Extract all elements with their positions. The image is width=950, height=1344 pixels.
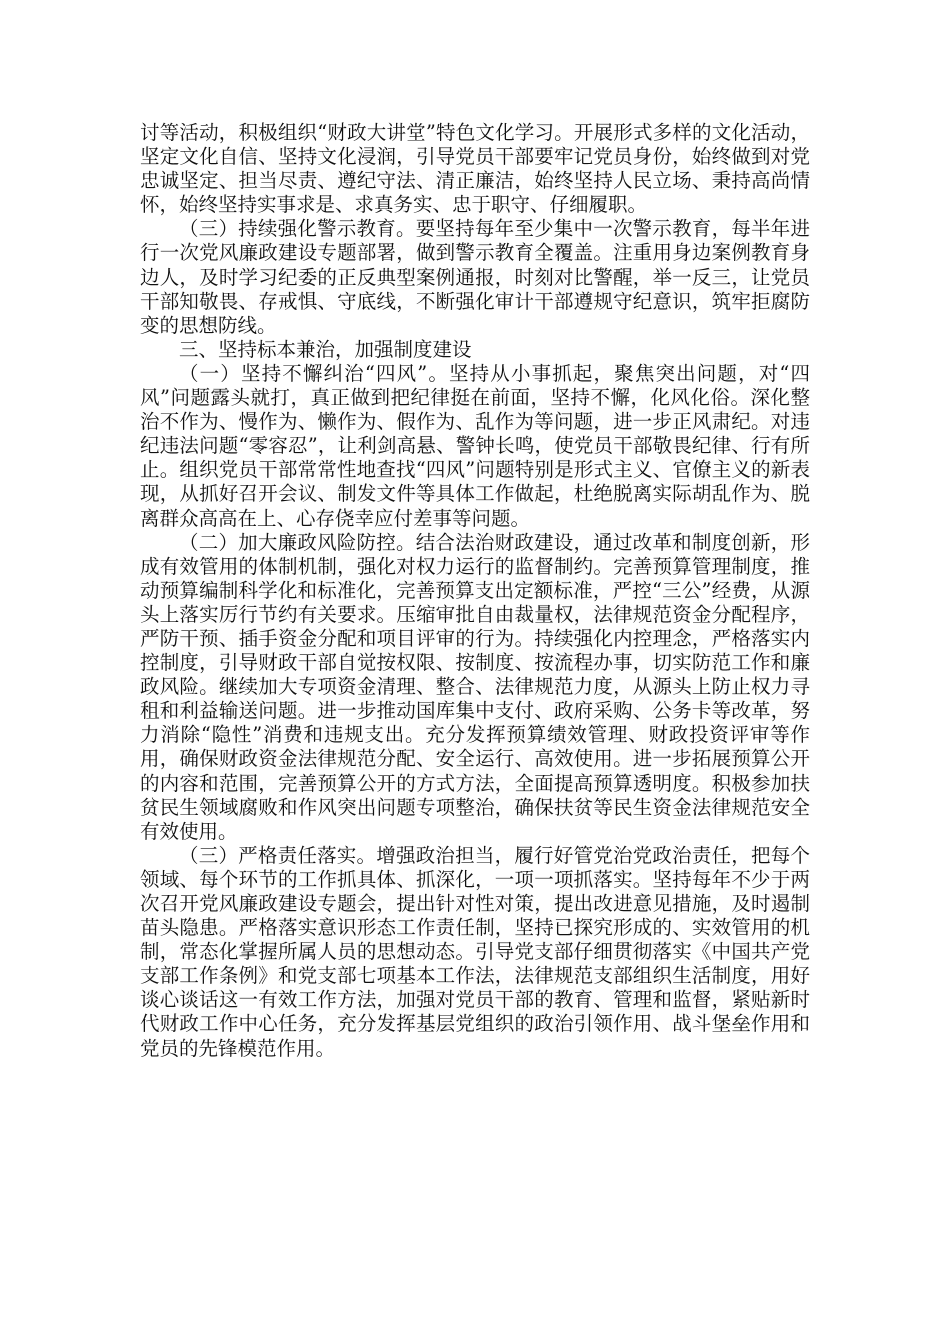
paragraph-warning-education: （三）持续强化警示教育。要坚持每年至少集中一次警示教育，每半年进行一次党风廉政建设专题部署，做到警示教育全覆盖。注重用身边案例教育身边人，及时学习纪委的正反典型案例通报，时刻对比警醒，举一反三，让党员干部知敬畏、存戒惧、守底线，不断强化审计干部遵规守纪意识，筑牢拒腐防变的思想防线。 [140,217,810,337]
section-heading-system-building: 三、坚持标本兼治，加强制度建设 [179,337,472,361]
document-page [140,121,810,1061]
paragraph-culture-activities: 讨等活动，积极组织“财政大讲堂”特色文化学习。开展形式多样的文化活动，坚定文化自信、坚持文化浸润，引导党员干部要牢记党员身份，始终做到对党忠诚坚定、担当尽责、遵纪守法、清正廉洁，始终坚持人民立场、秉持高尚情怀，始终坚持实事求是、求真务实、忠于职守、仔细履职。 [140,121,810,217]
paragraph-responsibility: （三）严格责任落实。增强政治担当，履行好管党治党政治责任，把每个领域、每个环节的工作抓具体、抓深化，一项一项抓落实。坚持每年不少于两次召开党风廉政建设专题会，提出针对性对策，提出改进意见措施，及时遏制苗头隐患。严格落实意识形态工作责任制，坚持已探究形成的、实效管用的机制，常态化掌握所属人员的思想动态。引导党支部仔细贯彻落实《中国共产党支部工作条例》和党支部七项基本工作法，法律规范支部组织生活制度，用好谈心谈话这一有效工作方法，加强对党员干部的教育、管理和监督，紧贴新时代财政工作中心任务，充分发挥基层党组织的政治引领作用、战斗堡垒作用和党员的先锋模范作用。 [140,843,810,1060]
paragraph-four-winds: （一）坚持不懈纠治“四风”。坚持从小事抓起，聚焦突出问题，对“四风”问题露头就打，真正做到把纪律挺在前面，坚持不懈，化风化俗。深化整治不作为、慢作为、懒作为、假作为、乱作为等问题，进一步正风肃纪。对违纪违法问题“零容忍”，让利剑高悬、警钟长鸣，使党员干部敬畏纪律、行有所止。组织党员干部常常性地查找“四风”问题特别是形式主义、官僚主义的新表现，从抓好召开会议、制发文件等具体工作做起，杜绝脱离实际胡乱作为、脱离群众高高在上、心存侥幸应付差事等问题。 [140,361,810,530]
paragraph-risk-control: （二）加大廉政风险防控。结合法治财政建设，通过改革和制度创新，形成有效管用的体制机制，强化对权力运行的监督制约。完善预算管理制度，推动预算编制科学化和标准化，完善预算支出定额标准，严控“三公”经费，从源头上落实厉行节约有关要求。压缩审批自由裁量权，法律规范资金分配程序，严防干预、插手资金分配和项目评审的行为。持续强化内控理念，严格落实内控制度，引导财政干部自觉按权限、按制度、按流程办事，切实防范工作和廉政风险。继续加大专项资金清理、整合、法律规范力度，从源头上防止权力寻租和利益输送问题。进一步推动国库集中支付、政府采购、公务卡等改革，努力消除“隐性”消费和违规支出。充分发挥预算绩效管理、财政投资评审等作用，确保财政资金法律规范分配、安全运行、高效使用。进一步拓展预算公开的内容和范围，完善预算公开的方式方法，全面提高预算透明度。积极参加扶贫民生领域腐败和作风突出问题专项整治，确保扶贫等民生资金法律规范安全有效使用。 [140,530,810,843]
